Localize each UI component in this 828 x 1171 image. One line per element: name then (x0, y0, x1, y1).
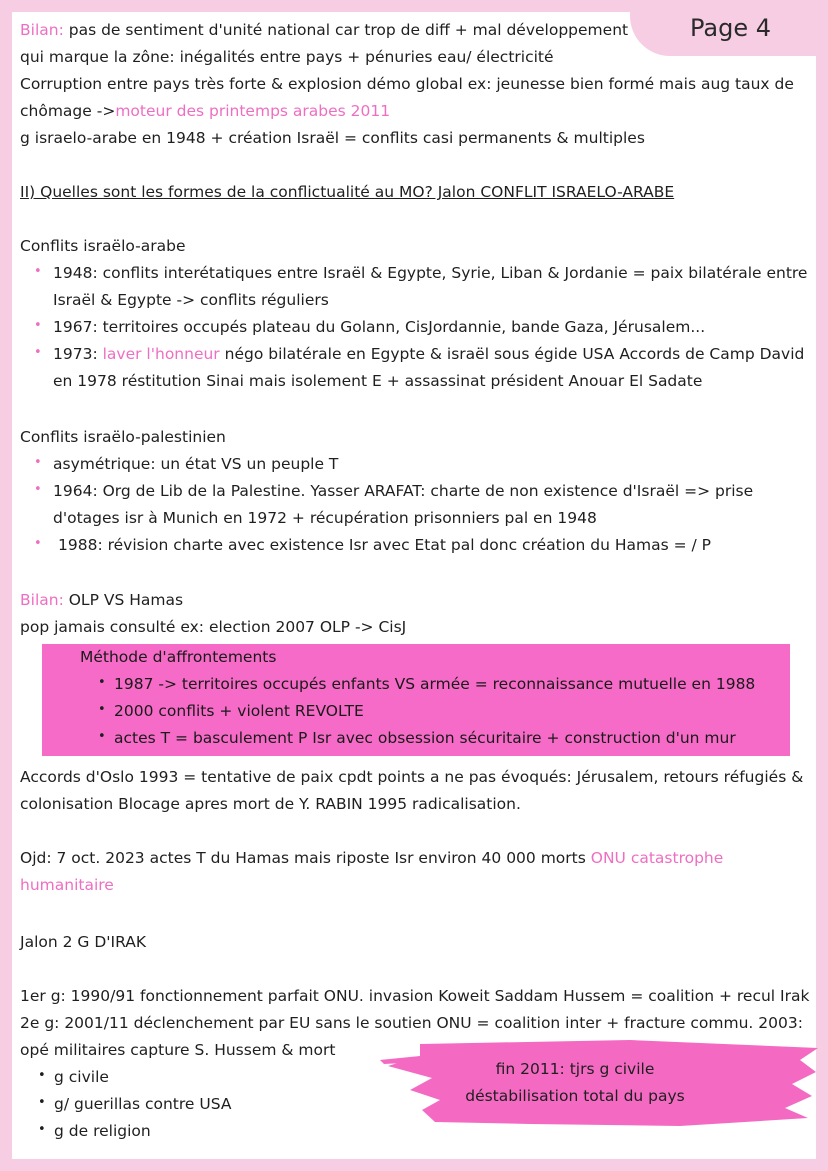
israelo-pal-b3-l1: 1988: révision charte avec existence Isr avec Etat pal donc création du Hamas = / P (58, 536, 712, 554)
bullet-icon: • (34, 455, 42, 470)
bilan2-line-2: pop jamais consulté ex: election 2007 OLP -> CisJ (20, 618, 407, 636)
israelo-arabe-b3-l2: en 1978 réstitution Sinai mais isolement E + assassinat président Anouar El Sadate (53, 372, 703, 390)
oslo-line-2: colonisation Blocage apres mort de Y. RABIN 1995 radicalisation. (20, 795, 521, 813)
bullet-icon: • (34, 318, 42, 333)
bilan2-rest: OLP VS Hamas (68, 591, 184, 609)
israelo-arabe-title: Conflits israëlo-arabe (20, 237, 186, 255)
b3-highlight: laver l'honneur (102, 345, 220, 363)
israelo-palestinien-title: Conflits israëlo-palestinien (20, 428, 226, 446)
israelo-arabe-b1-l2: Israël & Egypte -> conflits réguliers (53, 291, 329, 309)
methode-item: 1987 -> territoires occupés enfants VS armée = reconnaissance mutuelle en 1988 (114, 675, 756, 693)
page-number: Page 4 (690, 14, 771, 42)
methode-item: 2000 conflits + violent REVOLTE (114, 702, 364, 720)
irak-line-2: 2e g: 2001/11 déclenchement par EU sans le soutien ONU = coalition inter + fracture commu. 2003: (20, 1014, 803, 1032)
b3-prefix: 1973: (53, 345, 98, 363)
irak-line-3: opé militaires capture S. Hussem & mort (20, 1041, 336, 1059)
methode-item: actes T = basculement P Isr avec obsession sécuritaire + construction d'un mur (114, 729, 736, 747)
irak-item: g/ guerillas contre USA (54, 1095, 232, 1113)
israelo-pal-b2-l1: 1964: Org de Lib de la Palestine. Yasser ARAFAT: charte de non existence d'Israël => prise (53, 482, 754, 500)
bullet-icon: • (38, 1095, 46, 1110)
irak-item: g civile (54, 1068, 109, 1086)
methode-box (42, 644, 790, 756)
intro-line-3: Corruption entre pays très forte & explosion démo global ex: jeunesse bien formé mais aug taux de (20, 75, 794, 93)
israelo-pal-b2-l2: d'otages isr à Munich en 1972 + récupération prisonniers pal en 1948 (53, 509, 597, 527)
bilan2-label: Bilan: (20, 591, 64, 609)
irak-line-1: 1er g: 1990/91 fonctionnement parfait ONU. invasion Koweit Saddam Hussem = coalition + recul Irak (20, 987, 810, 1005)
bullet-icon: • (98, 729, 106, 744)
israelo-pal-b1-l1: asymétrique: un état VS un peuple T (53, 455, 339, 473)
page-number-tab (630, 0, 828, 56)
brush-stroke (380, 1038, 820, 1128)
bullet-icon: • (98, 702, 106, 717)
bilan-label: Bilan: (20, 21, 64, 39)
israelo-arabe-b1-l1: 1948: conflits interétatiques entre Israël & Egypte, Syrie, Liban & Jordanie = paix bilatérale entre (53, 264, 808, 282)
bullet-icon: • (34, 264, 42, 279)
intro-line-2: qui marque la zône: inégalités entre pays + pénuries eau/ électricité (20, 48, 554, 66)
irak-item: g de religion (54, 1122, 151, 1140)
b3-rest: négo bilatérale en Egypte & israël sous égide USA Accords de Camp David (224, 345, 805, 363)
bullet-icon: • (34, 482, 42, 497)
intro-line-4-highlight: moteur des printemps arabes 2011 (115, 102, 391, 120)
intro-line-4 (20, 98, 390, 125)
intro-line-4-prefix: chômage -> (20, 102, 116, 120)
intro-line-1 (20, 17, 628, 44)
jalon2-title: Jalon 2 G D'IRAK (20, 933, 147, 951)
ojd-prefix: Ojd: 7 oct. 2023 actes T du Hamas mais riposte Isr environ 40 000 morts (20, 849, 586, 867)
intro-line-5: g israelo-arabe en 1948 + création Israël = conflits casi permanents & multiples (20, 129, 645, 147)
oslo-line-1: Accords d'Oslo 1993 = tentative de paix cpdt points a ne pas évoqués: Jérusalem, retours réfugiés & (20, 768, 804, 786)
section-heading: II) Quelles sont les formes de la conflictualité au MO? Jalon CONFLIT ISRAELO-ARABE (20, 183, 675, 201)
israelo-arabe-b3-l1 (53, 341, 804, 368)
bullet-icon: • (98, 675, 106, 690)
bullet-icon: • (34, 345, 42, 360)
callout-line-1: fin 2011: tjrs g civile (495, 1060, 655, 1078)
bullet-icon: • (38, 1122, 46, 1137)
ojd-line-2: humanitaire (20, 876, 114, 894)
israelo-arabe-b2-l1: 1967: territoires occupés plateau du Golann, CisJordannie, bande Gaza, Jérusalem... (53, 318, 706, 336)
intro-line-1-text: pas de sentiment d'unité national car trop de diff + mal développement (68, 21, 629, 39)
bilan2-line-1 (20, 587, 183, 614)
callout-line-2: déstabilisation total du pays (465, 1087, 685, 1105)
methode-title: Méthode d'affrontements (80, 648, 277, 666)
bullet-icon: • (38, 1068, 46, 1083)
ojd-highlight: ONU catastrophe (590, 849, 724, 867)
bullet-icon: • (34, 536, 42, 551)
ojd-line-1 (20, 845, 723, 872)
